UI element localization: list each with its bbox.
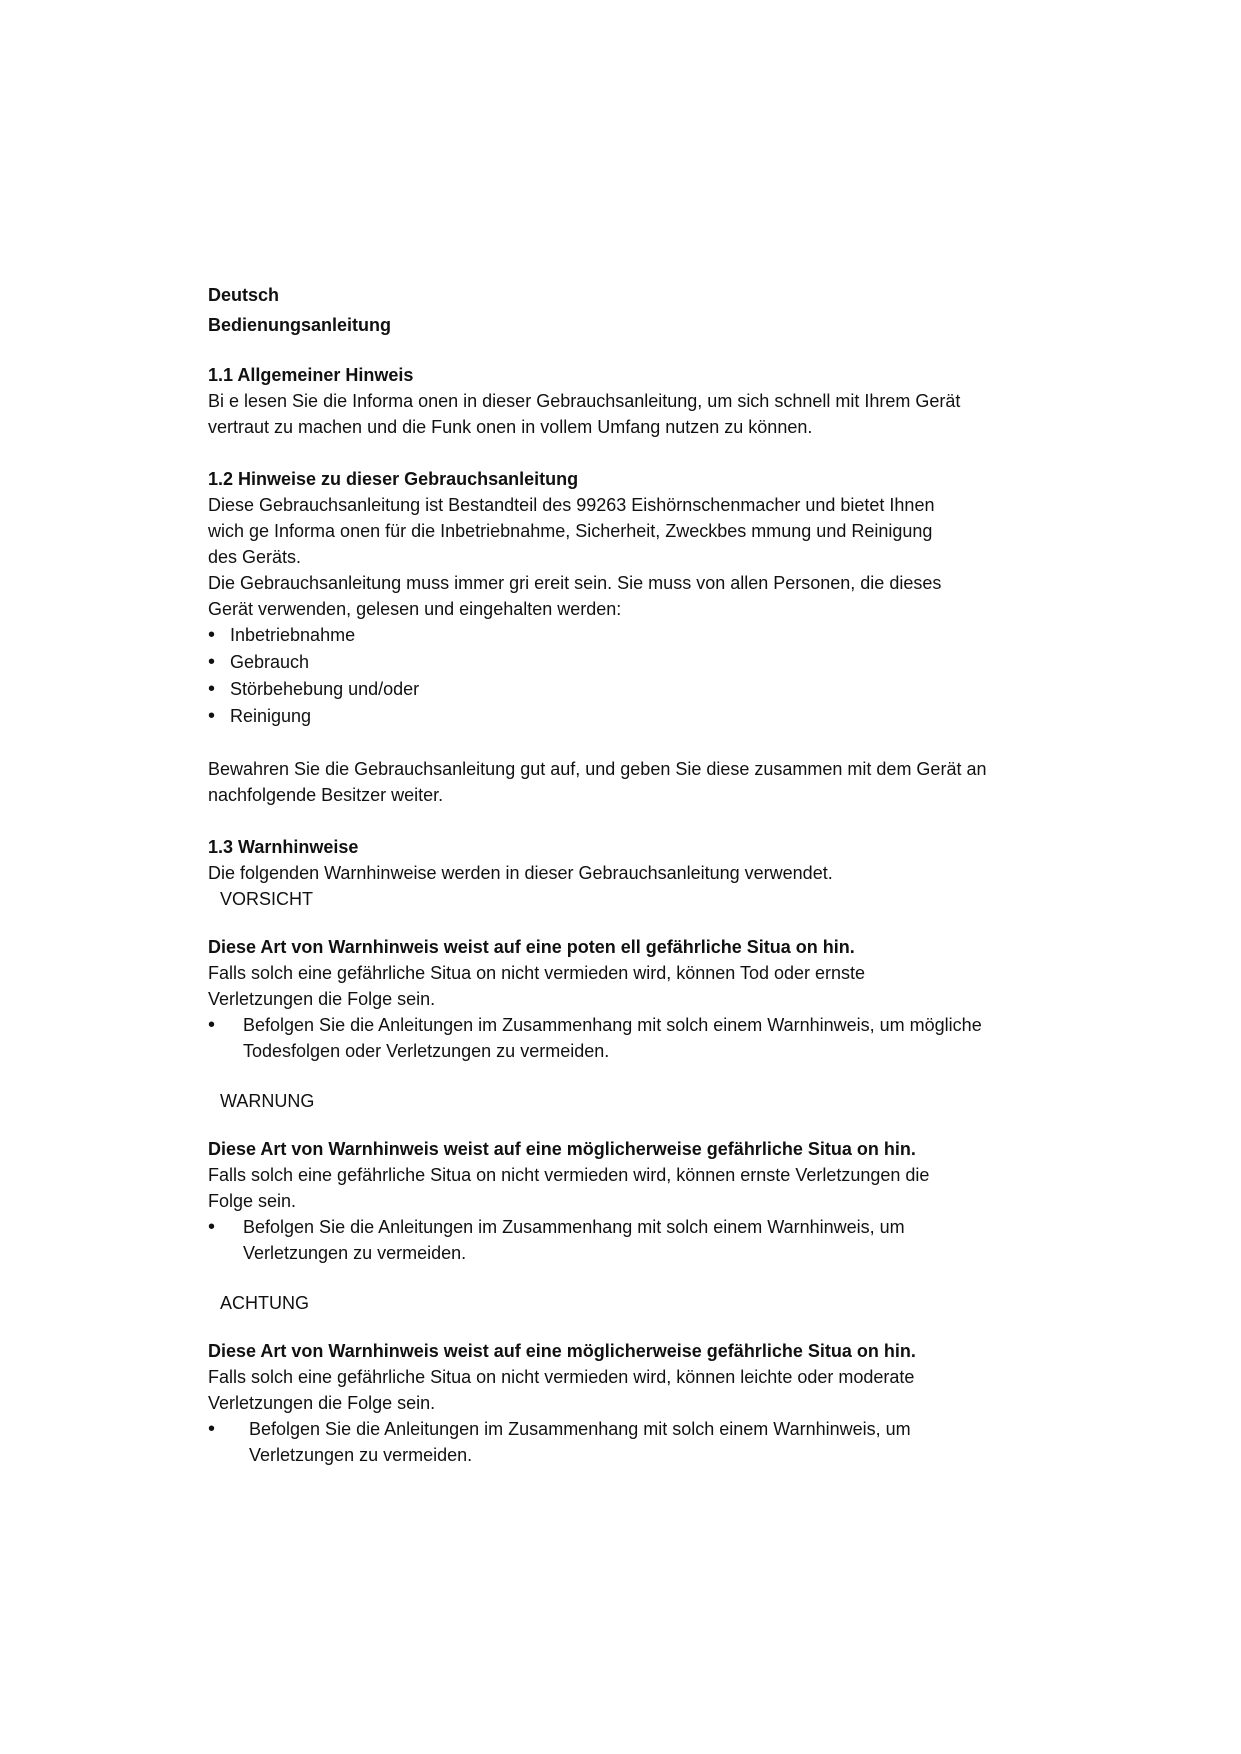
paragraph-line: vertraut zu machen und die Funk onen in vollem Umfang nutzen zu können. xyxy=(208,417,813,437)
document-page xyxy=(208,282,1058,1468)
section-warnings xyxy=(208,834,1058,1468)
warning-text: Falls solch eine gefährliche Situa on nicht vermieden wird, können ernste Verletzungen die xyxy=(208,1165,930,1185)
list-item: • Inbetriebnahme xyxy=(208,622,1058,649)
list-item: • Reinigung xyxy=(208,703,1058,730)
warning-block-attention xyxy=(208,1290,1058,1468)
paragraph-line: nachfolgende Besitzer weiter. xyxy=(208,785,444,805)
warning-block-warning xyxy=(208,1088,1058,1266)
warning-text: Falls solch eine gefährliche Situa on nicht vermieden wird, können Tod oder ernste xyxy=(208,963,866,983)
section-general-notice xyxy=(208,362,1058,440)
paragraph-line: Diese Gebrauchsanleitung ist Bestandteil des 99263 Eishörnschenmacher und bietet Ihnen xyxy=(208,495,935,515)
warning-bullet xyxy=(208,1012,1058,1064)
warning-bullet-line: • Befolgen Sie die Anleitungen im Zusammenhang mit solch einem Warnhinweis, um xyxy=(249,1419,911,1439)
section-manual-notes xyxy=(208,466,1058,808)
warning-block-caution xyxy=(208,886,1058,1064)
paragraph-line: Bewahren Sie die Gebrauchsanleitung gut auf, und geben Sie diese zusammen mit dem Gerät an xyxy=(208,759,987,779)
warning-title: Diese Art von Warnhinweis weist auf eine möglicherweise gefährliche Situa on hin. xyxy=(208,1139,916,1159)
warning-bullet-line: Verletzungen zu vermeiden. xyxy=(243,1243,467,1263)
warning-bullet xyxy=(208,1416,1058,1468)
language-label: Deutsch xyxy=(208,285,280,305)
paragraph-line: des Geräts. xyxy=(208,547,302,567)
document-title: Bedienungsanleitung xyxy=(208,315,392,335)
section-heading: 1.3 Warnhinweise xyxy=(208,837,359,857)
usage-bullet-list xyxy=(208,622,1058,730)
warning-label: WARNUNG xyxy=(220,1091,315,1111)
paragraph-line: Bi e lesen Sie die Informa onen in dieser Gebrauchsanleitung, um sich schnell mit Ihrem Gerät xyxy=(208,391,961,411)
warning-label: VORSICHT xyxy=(220,889,314,909)
paragraph-line: Die Gebrauchsanleitung muss immer gri ereit sein. Sie muss von allen Personen, die dieses xyxy=(208,573,942,593)
warning-bullet xyxy=(208,1214,1058,1266)
warning-title: Diese Art von Warnhinweis weist auf eine möglicherweise gefährliche Situa on hin. xyxy=(208,1341,916,1361)
section-heading: 1.2 Hinweise zu dieser Gebrauchsanleitung xyxy=(208,469,579,489)
warning-text: Falls solch eine gefährliche Situa on nicht vermieden wird, können leichte oder moderate xyxy=(208,1367,915,1387)
paragraph-line: wich ge Informa onen für die Inbetriebnahme, Sicherheit, Zweckbes mmung und Reinigung xyxy=(208,521,933,541)
warning-text: Verletzungen die Folge sein. xyxy=(208,989,436,1009)
warning-label: ACHTUNG xyxy=(220,1293,309,1313)
paragraph-line: Die folgenden Warnhinweise werden in dieser Gebrauchsanleitung verwendet. xyxy=(208,863,833,883)
warning-bullet-line: Todesfolgen oder Verletzungen zu vermeiden. xyxy=(243,1041,610,1061)
warning-text: Folge sein. xyxy=(208,1191,297,1211)
section-heading: 1.1 Allgemeiner Hinweis xyxy=(208,365,414,385)
list-item: • Gebrauch xyxy=(208,649,1058,676)
warning-title: Diese Art von Warnhinweis weist auf eine poten ell gefährliche Situa on hin. xyxy=(208,937,855,957)
list-item: • Störbehebung und/oder xyxy=(208,676,1058,703)
paragraph-line: Gerät verwenden, gelesen und eingehalten werden: xyxy=(208,599,622,619)
warning-text: Verletzungen die Folge sein. xyxy=(208,1393,436,1413)
warning-bullet-line: Verletzungen zu vermeiden. xyxy=(249,1445,473,1465)
warning-bullet-line: • Befolgen Sie die Anleitungen im Zusammenhang mit solch einem Warnhinweis, um mögliche xyxy=(243,1015,982,1035)
warning-bullet-line: • Befolgen Sie die Anleitungen im Zusammenhang mit solch einem Warnhinweis, um xyxy=(243,1217,905,1237)
